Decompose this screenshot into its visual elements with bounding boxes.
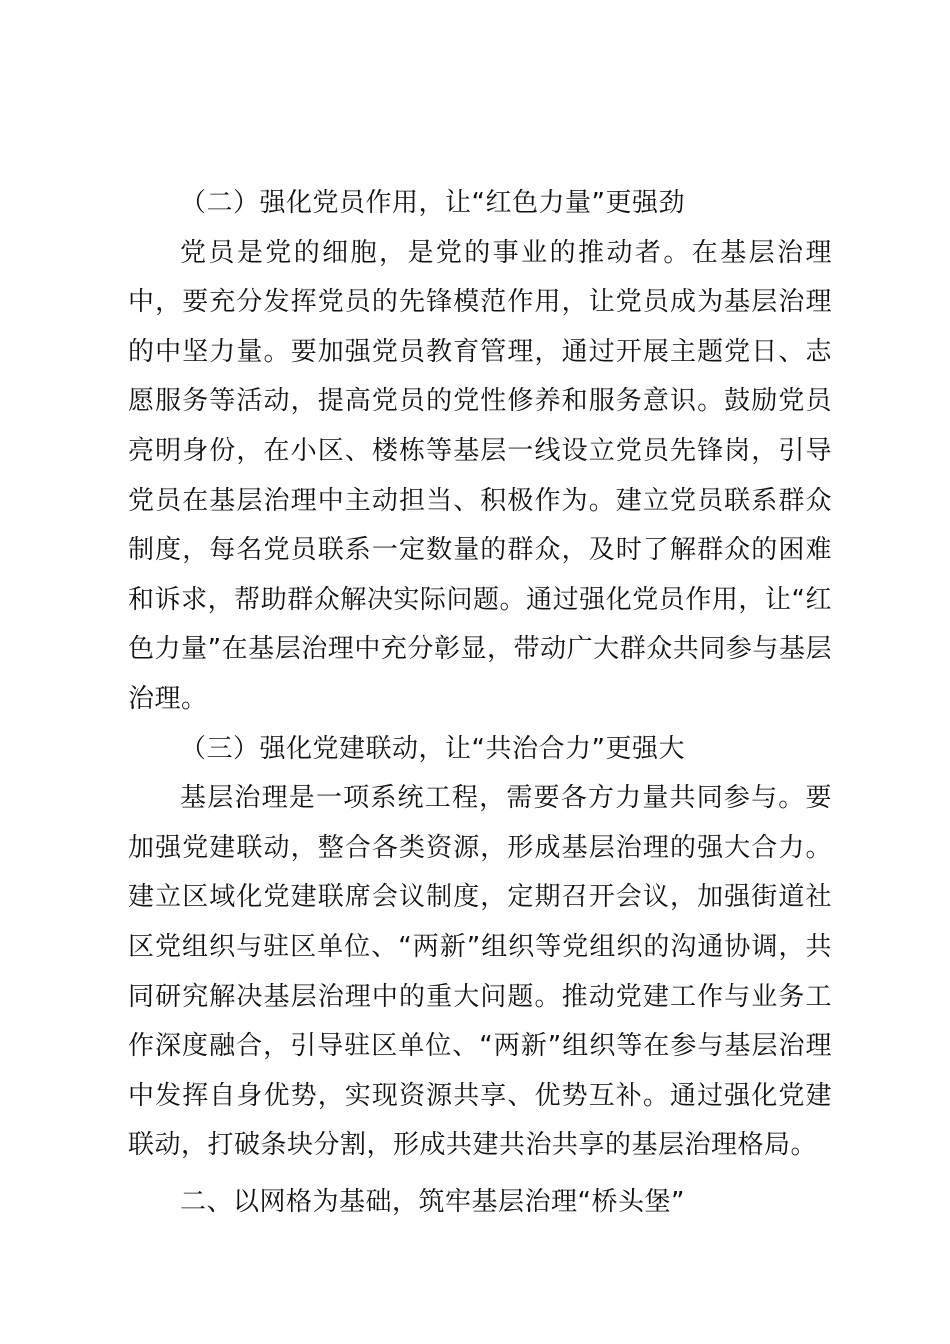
subsection-body-2: 党员是党的细胞，是党的事业的推动者。在基层治理中，要充分发挥党员的先锋模范作用，让党员成为基层治理的中坚力量。要加强党员教育管理，通过开展主题党日、志愿服务等活动，提高党员的党性修养和服务意识。鼓励党员亮明身份，在小区、楼栋等基层一线设立党员先锋岗，引导党员在基层治理中主动担当、积极作为。建立党员联系群众制度，每名党员联系一定数量的群众，及时了解群众的困难和诉求，帮助群众解决实际问题。通过强化党员作用，让“红色力量”在基层治理中充分彰显，带动广大群众共同参与基层治理。	[128, 237, 832, 714]
subsection-heading-2: （二）强化党员作用，让“红色力量”更强劲	[180, 188, 685, 218]
section-heading-2: 二、以网格为基础，筑牢基层治理“桥头堡”	[180, 1186, 685, 1217]
document-page	[128, 179, 832, 1227]
subsection-heading-3: （三）强化党建联动，让“共治合力”更强大	[180, 733, 685, 764]
subsection-body-3: 基层治理是一项系统工程，需要各方力量共同参与。要加强党建联动，整合各类资源，形成基层治理的强大合力。建立区域化党建联席会议制度，定期召开会议，加强街道社区党组织与驻区单位、“两新”组织等党组织的沟通协调，共同研究解决基层治理中的重大问题。推动党建工作与业务工作深度融合，引导驻区单位、“两新”组织等在参与基层治理中发挥自身优势，实现资源共享、优势互补。通过强化党建联动，打破条块分割，形成共建共治共享的基层治理格局。	[128, 783, 832, 1161]
